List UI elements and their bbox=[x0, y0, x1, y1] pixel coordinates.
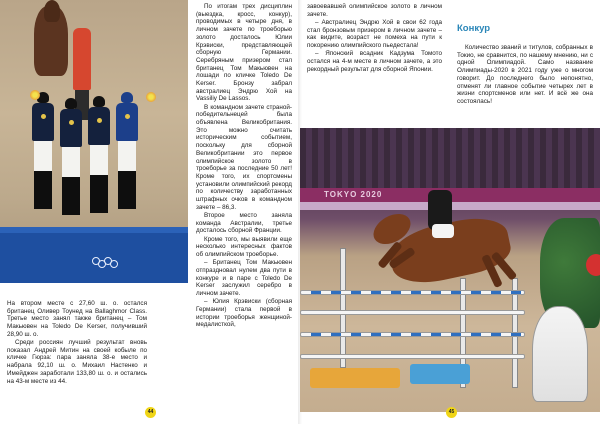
paragraph: – Юлия Крэвиски (сборная Германии) стала первой в истории троеборья женщиной-медалисткой, bbox=[196, 298, 292, 329]
section-heading: Конкур bbox=[457, 23, 491, 34]
bouquet-icon bbox=[30, 90, 40, 100]
right-page-left-column bbox=[307, 3, 442, 74]
paragraph: Второе место заняла команда Австралии, третье досталось сборной Франции. bbox=[196, 211, 292, 235]
left-page-bottom-column bbox=[7, 300, 147, 386]
stadium-banner-text: TOKYO 2020 bbox=[324, 190, 383, 199]
left-page-right-column bbox=[196, 3, 292, 330]
show-jumping-photo bbox=[300, 128, 600, 412]
flower-box bbox=[310, 368, 400, 388]
jump-post bbox=[340, 248, 346, 368]
jump-rail bbox=[300, 310, 525, 315]
olympic-rings-icon bbox=[92, 257, 118, 269]
jump-rail bbox=[300, 354, 525, 359]
stadium-stands bbox=[300, 128, 600, 188]
page-number-left: 44 bbox=[145, 407, 156, 418]
paragraph: Среди россиян лучший результат вновь показал Андрей Митин на своей кобыле по кличке Гюрза: пара заняла 38-е место и набрала 92,10 ш. о. Михаил Настенко и Имейджен заработали 133,80 ш. о. и остались на 43-м месте из 44. bbox=[7, 339, 147, 385]
horse-head bbox=[44, 0, 60, 22]
jump-rail bbox=[300, 290, 525, 295]
paragraph: завоевавшей олимпийское золото в личном зачете. bbox=[307, 3, 442, 18]
right-page-right-column bbox=[457, 44, 593, 106]
page-number-right: 45 bbox=[446, 407, 457, 418]
bouquet-icon bbox=[146, 92, 156, 102]
jump-rail bbox=[300, 332, 525, 337]
paragraph: – Британец Том Макьювен отпраздновал нулем два пути в конкуре и в паре с Toledo De Kerser заслужил серебро в личном зачете. bbox=[196, 259, 292, 298]
paragraph: По итогам трех дисциплин (выездка, кросс, конкур), проводимых в четыре дня, в личном зачете по троеборью золото досталось Юлии Крэвиски, представляющей сборную Германии. Серебряным призером стал британец Том Макьювен на лошади по кличке Toledo De Kerser. Бронзу забрал австралиец Эндрю Хой на Vassiliy De Lassos. bbox=[196, 3, 292, 103]
paragraph: Количество званий и титулов, собранных в Токио, не сравнится, по нашему мнению, ни с одной Олимпиадой. Само название Олимпиады-2020 в 2021 году уже о многом говорит. До последнего было непонятно, отменят ли главное событие четырех лет в жизни спортсменов или нет. И всё же она состоялась! bbox=[457, 44, 593, 105]
paragraph: – Японский всадник Кадзума Томото остался на 4-м месте в личном зачете, а это рекордный результат для сборной Японии. bbox=[307, 50, 442, 73]
rider-breeches bbox=[432, 224, 454, 238]
paragraph: Кроме того, мы выявили еще несколько интересных фактов об олимпийском троеборье. bbox=[196, 235, 292, 258]
medal-ceremony-photo bbox=[0, 0, 188, 283]
paragraph: На втором месте с 27,60 ш. о. остался британец Оливер Тоунед на Ballaghmor Class. Третье место занял также британец – Том Макьювен на Toledo De Kerser, получивший 28,90 ш. о. bbox=[7, 300, 147, 338]
official-figure bbox=[73, 28, 91, 90]
paragraph: – Австралиец Эндрю Хой в свои 62 года стал бронзовым призером в личном зачете – как видите, возраст не помеха на пути к покорению олимпийского пьедестала! bbox=[307, 18, 442, 50]
paragraph: В командном зачете страной-победительнецей была объявлена Великобритания. Это можно считать историческим событием, поскольку для сборной Великобритании это первое олимпийское золото в троеборье за последние 50 лет! Кроме того, их спортсмены установили олимпийский рекорд по количеству заработанных штрафных очков в командном зачете – 86,3. bbox=[196, 103, 292, 211]
decorative-sculpture bbox=[532, 306, 588, 402]
red-ball-decoration bbox=[586, 254, 600, 276]
flower-box bbox=[410, 364, 470, 384]
